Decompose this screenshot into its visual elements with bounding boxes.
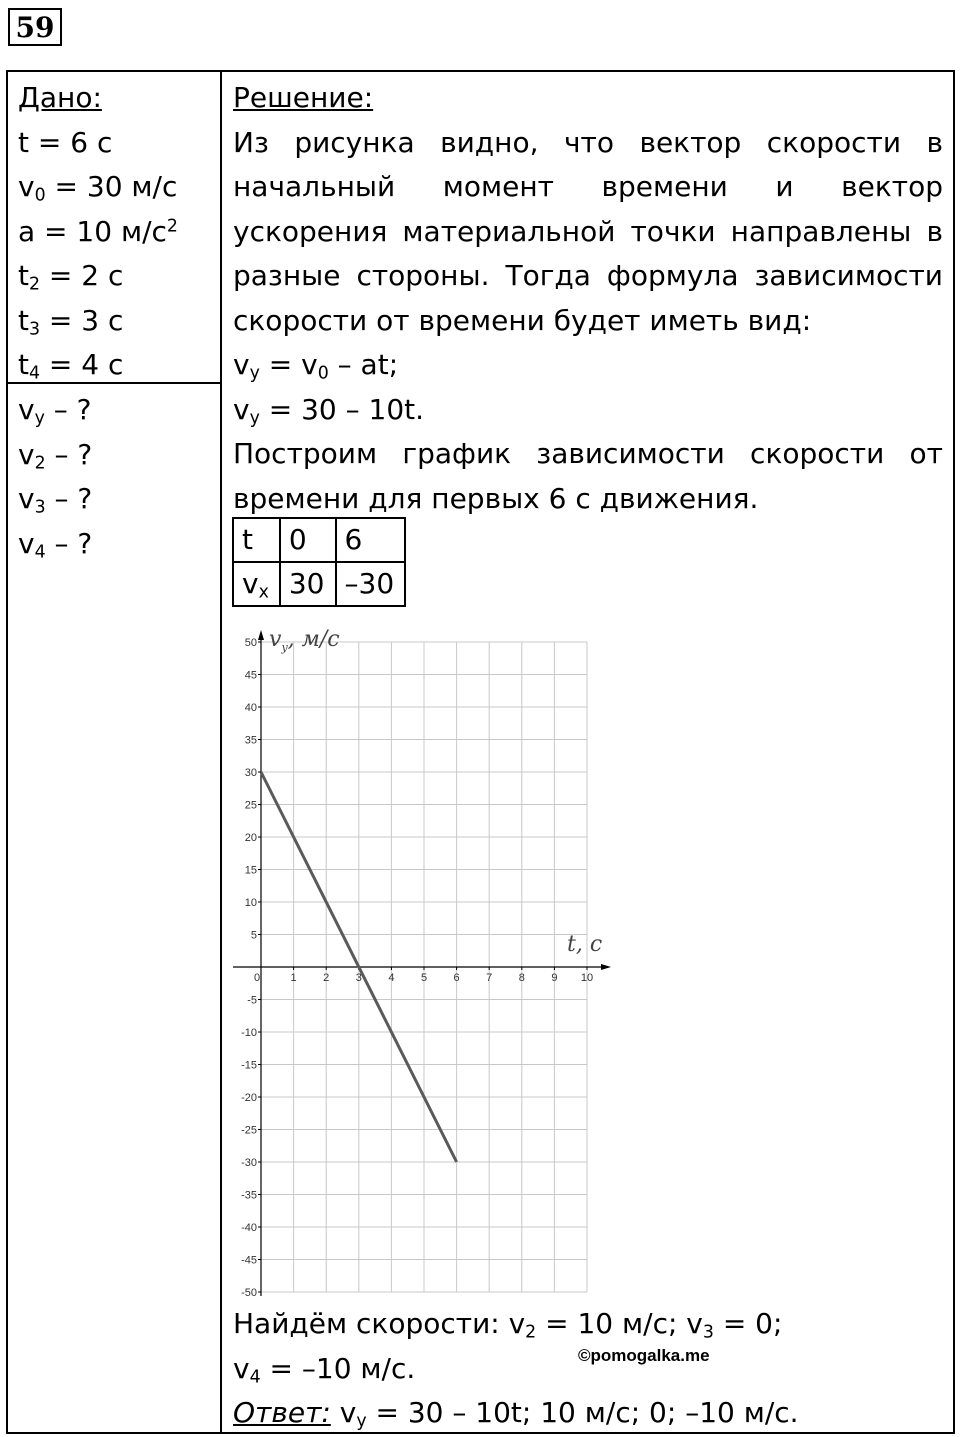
- y-tick-label: 10: [244, 897, 257, 909]
- y-tick-label: -40: [241, 1222, 257, 1234]
- x-tick-label: 7: [486, 972, 493, 984]
- y-tick-label: 20: [244, 832, 257, 844]
- y-tick-label: -10: [241, 1027, 257, 1039]
- table-cell: 6: [336, 518, 406, 562]
- x-tick-label: 2: [323, 972, 330, 984]
- solution-line: Из рисунка видно, что вектор скорости в: [233, 125, 943, 159]
- x-axis-arrow: [601, 964, 611, 970]
- solution-line: начальный момент времени и вектор: [233, 170, 943, 203]
- unknown-block: [18, 388, 92, 566]
- unknown-v2: $v_2$ – ?: [18, 437, 93, 473]
- solution-line: Построим график зависимости скорости от: [233, 437, 943, 470]
- values-table: [232, 517, 406, 607]
- table-cell: –30: [336, 562, 406, 606]
- solution-line: ускорения материальной точки направлены в: [233, 214, 943, 248]
- unknown-v3: $v_3$ – ?: [18, 482, 93, 518]
- y-tick-label: 45: [244, 669, 257, 682]
- y-tick-label: -45: [241, 1254, 257, 1267]
- solution-line: разные стороны. Тогда формула зависимости: [233, 259, 943, 292]
- solution-line: скорости от времени будет иметь вид:: [233, 303, 812, 337]
- x-tick-label: 4: [388, 972, 395, 984]
- given-block: [18, 76, 178, 388]
- x-tick-label: 8: [518, 972, 525, 984]
- y-tick-label: -30: [241, 1157, 257, 1169]
- x-tick-label: 1: [290, 972, 297, 984]
- y-tick-label: 15: [244, 864, 257, 877]
- velocity-chart: [222, 620, 622, 1300]
- y-tick-label: -20: [241, 1092, 257, 1104]
- y-tick-label: -25: [241, 1124, 257, 1137]
- table-row: [233, 518, 405, 562]
- x-tick-label: 6: [453, 972, 460, 984]
- y-axis-arrow: [258, 630, 264, 640]
- formula-general: $v_y = v_0$ – at;: [233, 348, 399, 384]
- given-t4: $t_4 = 4$ с: [18, 348, 124, 384]
- final-answer: Ответ: $v_y = 30 - 10t$; 10 м/с; 0; –10 м/с.: [233, 1396, 799, 1432]
- solution-title: Решение:: [233, 81, 374, 114]
- unknown-v4: $v_4$ – ?: [18, 526, 93, 562]
- formula-specific: $v_y = 30 - 10t$.: [233, 392, 425, 428]
- given-title: Дано:: [18, 81, 102, 114]
- given-t: t = 6 с: [18, 125, 113, 159]
- x-tick-label: 9: [551, 972, 558, 984]
- table-row: [233, 562, 405, 606]
- watermark: ©pomogalka.me: [578, 1346, 710, 1365]
- y-tick-label: -35: [241, 1189, 257, 1202]
- table-cell: 30: [280, 562, 336, 606]
- y-tick-label: 5: [250, 929, 257, 942]
- x-tick-label: 10: [580, 972, 594, 984]
- given-v0: $v_0 = 30$ м/с: [18, 170, 178, 206]
- problem-number: 59: [8, 8, 62, 46]
- found-v4: $v_4 = -10$ м/с.: [233, 1351, 416, 1387]
- y-tick-label: 40: [244, 702, 257, 714]
- x-tick-label: 5: [420, 972, 428, 984]
- y-tick-label: 30: [244, 767, 257, 779]
- given-t3: $t_3 = 3$ с: [18, 303, 124, 339]
- table-cell: $v_x$: [233, 562, 280, 606]
- solution-block: [233, 76, 943, 521]
- y-axis-label: $v_y$, м/с: [269, 627, 340, 654]
- y-tick-label: -50: [241, 1287, 257, 1299]
- answer-label: Ответ:: [233, 1396, 331, 1429]
- unknown-vy: $v_y$ – ?: [18, 393, 92, 429]
- answer-block: [233, 1302, 799, 1436]
- given-t2: $t_2 = 2$ с: [18, 259, 124, 295]
- given-a: a = 10 $м/с^2$: [18, 214, 178, 248]
- y-tick-label: 25: [244, 799, 257, 812]
- table-cell: 0: [280, 518, 336, 562]
- solution-line: времени для первых 6 с движения.: [233, 481, 759, 515]
- x-tick-label: 3: [355, 972, 362, 984]
- y-tick-label: -15: [241, 1059, 257, 1072]
- found-speeds: Найдём скорости: $v_2 = 10$ м/с; $v_3 = 0$;: [233, 1307, 783, 1343]
- y-tick-label: 35: [244, 734, 257, 747]
- x-axis-label: t, с: [567, 932, 603, 957]
- y-tick-label: -5: [247, 994, 257, 1007]
- x-tick-label: 0: [253, 972, 261, 984]
- table-cell: t: [233, 518, 280, 562]
- y-tick-label: 50: [244, 637, 257, 649]
